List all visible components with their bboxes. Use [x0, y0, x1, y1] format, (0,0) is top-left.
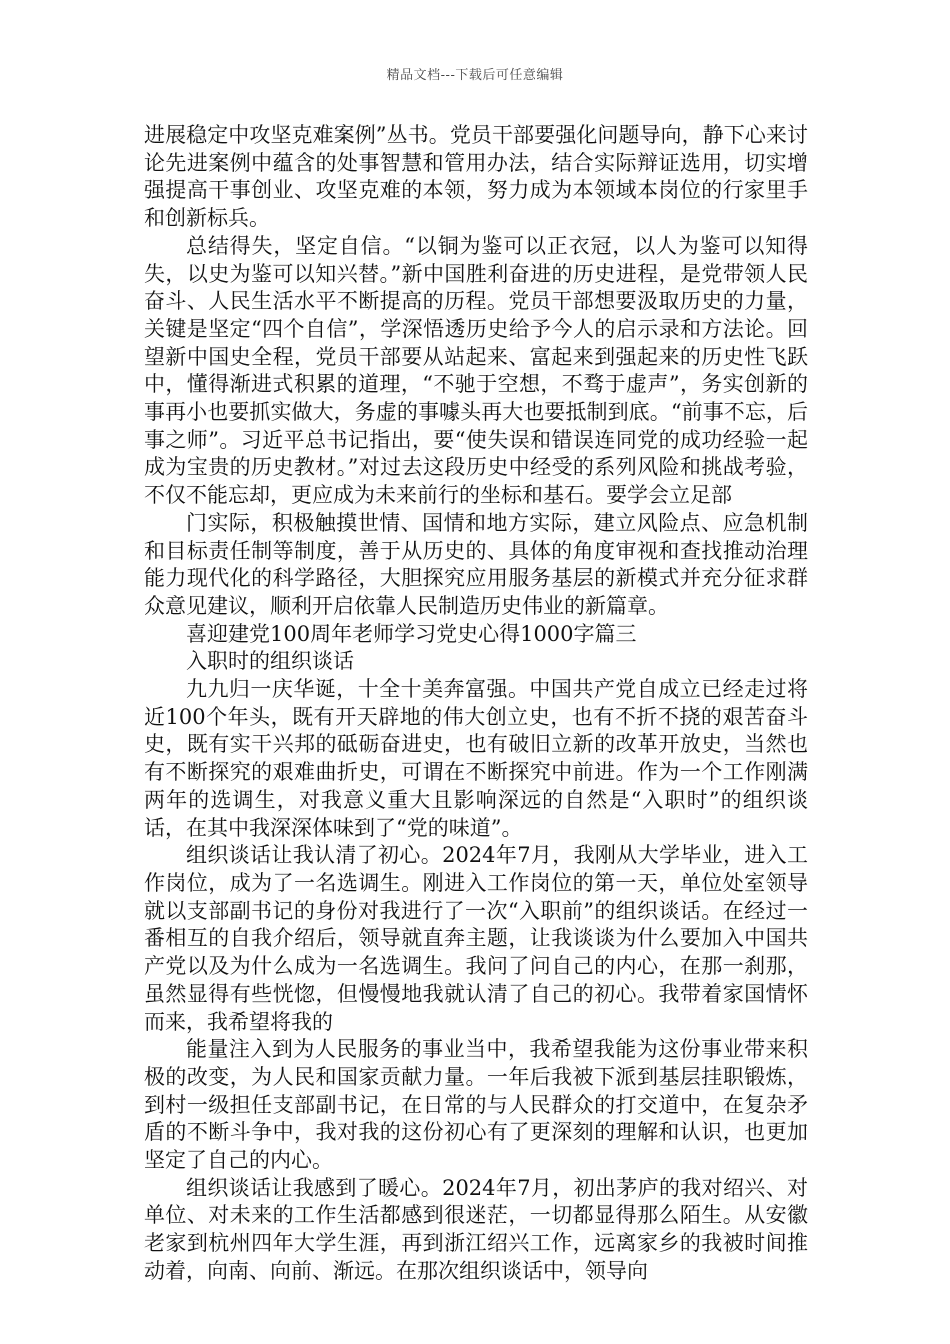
- paragraph-department-reality: 门实际，积极触摸世情、国情和地方实际，建立风险点、应急机制和目标责任制等制度，善于从历史的、具体的角度审视和查找推动治理能力现代化的科学路径，大胆探究应用服务基层的新模式并充分征求群众意见建议，顺利开启依靠人民制造历史伟业的新篇章。: [144, 510, 808, 618]
- paragraph-original-aspiration: 组织谈话让我认清了初心。2024年7月，我刚从大学毕业，进入工作岗位，成为了一名选调生。刚进入工作岗位的第一天，单位处室领导就以支部副书记的身份对我进行了一次“入职前”的组织谈话。在经过一番相互的自我介绍后，领导就直奔主题，让我谈谈为什么要加入中国共产党以及为什么成为一名选调生。我问了问自己的内心，在那一刹那，虽然显得有些恍惚，但慢慢地我就认清了自己的初心。我带着家国情怀而来，我希望将我的: [144, 843, 808, 1034]
- paragraph-sum-up-gains-losses: 总结得失，坚定自信。“以铜为鉴可以正衣冠，以人为鉴可以知得失，以史为鉴可以知兴替。”新中国胜利奋进的历史进程，是党带领人民奋斗、人民生活水平不断提高的历程。党员干部想要汲取历史的力量，关键是坚定“四个自信”，学深悟透历史给予今人的启示录和方法论。回望新中国史全程，党员干部要从站起来、富起来到强起来的历史性飞跃中，懂得渐进式积累的道理，“不驰于空想，不骛于虚声”，务实创新的事再小也要抓实做大，务虚的事噱头再大也要抵制到底。“前事不忘，后事之师”。习近平总书记指出，要“使失误和错误连同党的成功经验一起成为宝贵的历史教材。”对过去这段历史中经受的系列风险和挑战考验，不仅不能忘却，更应成为未来前行的坐标和基石。要学会立足部: [144, 233, 808, 508]
- paragraph-warm-heart: 组织谈话让我感到了暖心。2024年7月，初出茅庐的我对绍兴、对单位、对未来的工作生活都感到很迷茫，一切都显得那么陌生。从安徽老家到杭州四年大学生涯，再到浙江绍兴工作，远离家乡的我被时间推动着，向南、向前、渐远。在那次组织谈话中，领导向: [144, 1175, 808, 1283]
- document-body: [144, 122, 808, 1286]
- document-header-note: 精品文档---下载后可任意编辑: [386, 68, 564, 83]
- paragraph-party-centenary: 九九归一庆华诞，十全十美奔富强。中国共产党自成立已经走过将近100个年头，既有开天辟地的伟大创立史，也有不折不挠的艰苦奋斗史，既有实干兴邦的砥砺奋进史，也有破旧立新的改革开放史，当然也有不断探究的艰难曲折史，可谓在不断探究中前进。作为一个工作刚满两年的选调生，对我意义重大且影响深远的自然是“入职时”的组织谈话，在其中我深深体味到了“党的味道”。: [144, 677, 808, 840]
- paragraph-serve-the-people: 能量注入到为人民服务的事业当中，我希望我能为这份事业带来积极的改变，为人民和国家贡献力量。一年后我被下派到基层挂职锻炼，到村一级担任支部副书记，在日常的与人民群众的打交道中，在复杂矛盾的不断斗争中，我对我的这份初心有了更深刻的理解和认识，也更加坚定了自己的内心。: [144, 1037, 808, 1173]
- section-subtitle: 入职时的组织谈话: [186, 649, 354, 674]
- section-title: 喜迎建党100周年老师学习党史心得1000字篇三: [186, 621, 637, 646]
- paragraph-case-study-continuation: 进展稳定中攻坚克难案例”丛书。党员干部要强化问题导向，静下心来讨论先进案例中蕴含的处事智慧和管用办法，结合实际辩证选用，切实增强提高干事创业、攻坚克难的本领，努力成为本领域本岗位的行家里手和创新标兵。: [144, 123, 808, 231]
